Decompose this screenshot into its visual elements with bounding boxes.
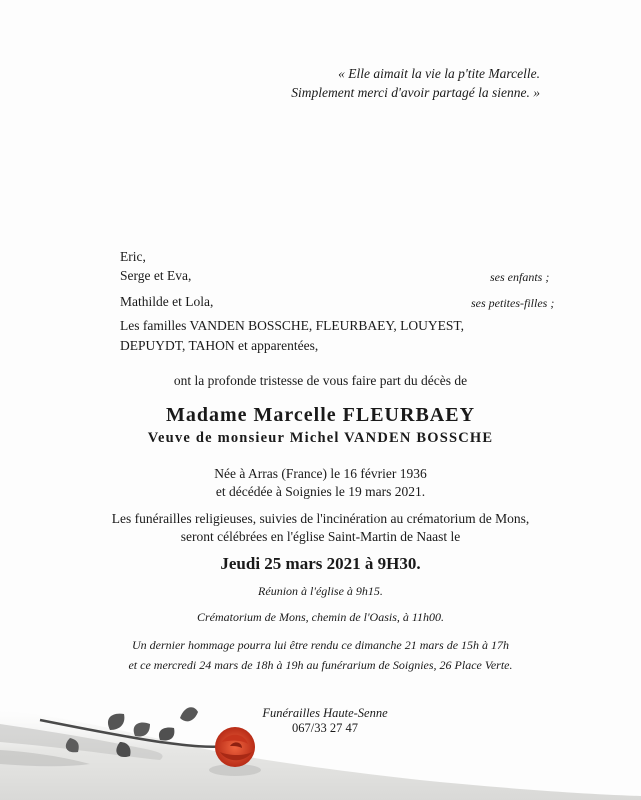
rose-leaf-3 [159, 728, 174, 741]
family-mathilde-lola: Mathilde et Lola, [120, 294, 214, 309]
funeral-line-2: seront célébrées en l'église Saint-Martin de Naast le [180, 529, 461, 544]
death-line: et décédée à Soignies le 19 mars 2021. [215, 484, 426, 499]
funeral-home-phone: 067/33 27 47 [292, 721, 358, 735]
deceased-name: Madame Marcelle FLEURBAEY [165, 404, 476, 426]
homage-line-2: et ce mercredi 24 mars de 18h à 19h au funérarium de Soignies, 26 Place Verte. [128, 658, 513, 672]
homage [0, 635, 641, 675]
funeral-date: Jeudi 25 mars 2021 à 9H30. [220, 554, 421, 573]
quote-line-2: Simplement merci d'avoir partagé la sienne. » [291, 85, 540, 100]
rose-leaf-1 [108, 714, 124, 730]
rose-leaf-2 [134, 723, 150, 737]
families-line-1: Les familles VANDEN BOSSCHE, FLEURBAEY, LOUYEST, [120, 318, 465, 333]
family-serge-eva: Serge et Eva, [120, 268, 192, 283]
birth-death [0, 465, 641, 501]
funeral-info [0, 510, 641, 546]
family-eric: Eric, [120, 249, 146, 264]
funeral-line-1: Les funérailles religieuses, suivies de l'incinération au crématorium de Mons, [111, 511, 530, 526]
rose-leaf-5 [180, 707, 198, 721]
crematorium: Crématorium de Mons, chemin de l'Oasis, à 11h00. [197, 610, 444, 624]
reunion: Réunion à l'église à 9h15. [258, 584, 383, 598]
funeral-home [240, 706, 410, 736]
funeral-home-name: Funérailles Haute-Senne [262, 706, 388, 720]
announcement-intro: ont la profonde tristesse de vous faire part du décès de [173, 373, 468, 388]
families-line-2: DEPUYDT, TAHON et apparentées, [120, 338, 319, 353]
quote-line-1: « Elle aimait la vie la p'tite Marcelle. [338, 66, 540, 81]
grandchildren-label: ses petites-filles ; [471, 296, 555, 310]
widow-of: Veuve de monsieur Michel VANDEN BOSSCHE [147, 430, 494, 446]
birth-line: Née à Arras (France) le 16 février 1936 [214, 466, 427, 481]
children-label: ses enfants ; [490, 270, 550, 284]
homage-line-1: Un dernier hommage pourra lui être rendu ce dimanche 21 mars de 15h à 17h [131, 638, 510, 652]
quote [0, 64, 540, 102]
